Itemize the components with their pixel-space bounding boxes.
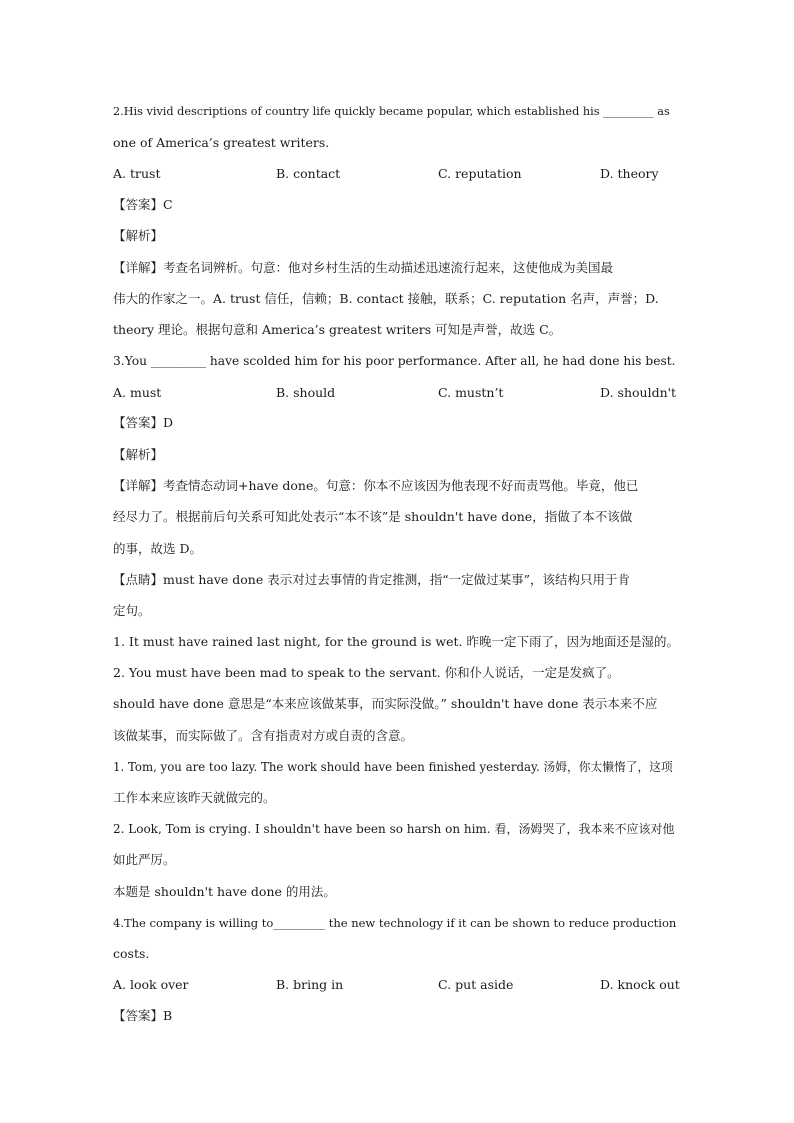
q3-example-3-line2: 工作本来应该昨天就做完的。 (113, 790, 276, 805)
q3-tip-line1: 【点睛】must have done 表示对过去事情的肯定推测，指“一定做过某事”，该结构只用于肯 (113, 572, 630, 587)
q4-option-a: A. look over (113, 977, 189, 992)
q4-option-d: D. knock out (600, 977, 680, 992)
q2-stem-line2: one of America’s greatest writers. (113, 135, 330, 150)
q3-detail-line2: 经尽力了。根据前后句关系可知此处表示“本不该”是 shouldn't have done，指做了本不该做 (113, 509, 633, 524)
q3-example-2: 2. You must have been mad to speak to the servant. 你和仆人说话，一定是发疯了。 (113, 665, 620, 680)
q3-note-line1: should have done 意思是“本来应该做某事，而实际没做。” shouldn't have done 表示本来不应 (113, 696, 658, 711)
q2-detail-line1: 【详解】考查名词辨析。句意：他对乡村生活的生动描述迅速流行起来，这使他成为美国最 (113, 260, 614, 275)
q2-stem-line1: 2.His vivid descriptions of country life quickly became popular, which established his _________ as (113, 105, 670, 118)
q3-answer: 【答案】D (113, 415, 174, 430)
q3-stem-line1: 3.You _________ have scolded him for his poor performance. After all, he had done his best. (113, 354, 676, 368)
q2-detail-line3: theory 理论。根据句意和 America’s greatest writers 可知是声誉，故选 C。 (113, 322, 562, 337)
q3-option-c: C. mustn’t (438, 385, 504, 400)
q3-example-4-line1: 2. Look, Tom is crying. I shouldn't have been so harsh on him. 看，汤姆哭了，我本来不应该对他 (113, 822, 675, 836)
q4-answer: 【答案】B (113, 1008, 173, 1023)
q2-answer: 【答案】C (113, 197, 173, 212)
q3-note-line2: 该做某事，而实际做了。含有指责对方或自责的含意。 (113, 728, 414, 743)
q3-example-3-line1: 1. Tom, you are too lazy. The work should have been finished yesterday. 汤姆，你太懒惰了，这项 (113, 760, 673, 774)
q4-stem-line2: costs. (113, 946, 150, 961)
q3-tip-line2: 定句。 (113, 603, 151, 618)
q4-stem-line1: 4.The company is willing to_________ the new technology if it can be shown to reduce production (113, 916, 677, 930)
q2-option-c: C. reputation (438, 166, 522, 181)
q3-detail-line1: 【详解】考查情态动词+have done。句意：你本不应该因为他表现不好而责骂他。毕竟，他已 (113, 478, 639, 493)
q4-option-c: C. put aside (438, 977, 514, 992)
q2-analysis-label: 【解析】 (113, 228, 164, 243)
q3-option-d: D. shouldn't (600, 385, 677, 400)
q3-example-4-line2: 如此严厉。 (113, 852, 176, 867)
q3-analysis-label: 【解析】 (113, 447, 164, 462)
q4-option-b: B. bring in (276, 977, 344, 992)
q3-option-b: B. should (276, 385, 336, 400)
q3-example-1: 1. It must have rained last night, for the ground is wet. 昨晚一定下雨了，因为地面还是湿的。 (113, 634, 679, 649)
q3-detail-line3: 的事，故选 D。 (113, 541, 202, 556)
q2-option-d: D. theory (600, 166, 659, 181)
q2-detail-line2: 伟大的作家之一。A. trust 信任，信赖；B. contact 接触，联系；C. reputation 名声，声誉；D. (113, 291, 659, 306)
q3-option-a: A. must (113, 385, 162, 400)
q2-option-a: A. trust (113, 166, 161, 181)
q3-summary: 本题是 shouldn't have done 的用法。 (113, 884, 336, 899)
q2-option-b: B. contact (276, 166, 341, 181)
